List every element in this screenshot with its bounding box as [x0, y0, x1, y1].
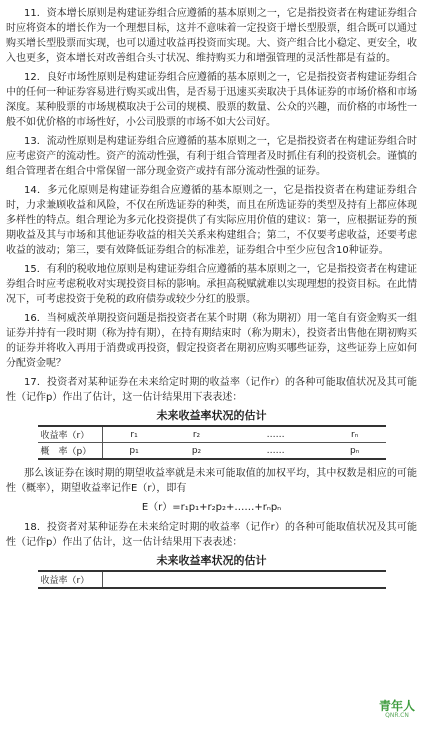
paragraph-16: 16．当柯威茨单期投资问题是指投资者在某个时期（称为期初）用一笔自有资金购买一组证券并持有一段时期（称为持有期），在持有期结束时（称为期末），投资者出售他在期初购买的证券并将收入再用于消费或再投资，假定投资者在期初应购买哪些证券，这些证券上应如何分配资金呢？ [6, 313, 417, 369]
watermark-url: QNR.CN [385, 712, 409, 719]
expected-return-formula: E（r）=r₁p₁+r₂p₂+……+rₙpₙ [141, 502, 282, 513]
paragraph-17: 17．投资者对某种证券在未来给定时期的收益率（记作r）的各种可能取值状况及其可能性（记作p）作出了估计，这一估计结果用下表表述： [6, 377, 417, 403]
paragraph-11: 11．资本增长原则是构建证券组合应遵循的基本原则之一，它是指投资者在构建证券组合时应将资本的增长作为一个理想目标，这并不意味着一定投资于增长型股票，组合既可以通过购买增长型股票而实现，也可以通过收益再投资而实现。大、资产组合比小稳定、更安全，收入也更多，资本增长对改善组合头寸状况、维持购买力和增强管理的灵活性都是有益的。 [6, 8, 417, 64]
table-row [38, 426, 386, 443]
table-cell: pₙ [350, 445, 360, 456]
site-watermark [379, 701, 415, 721]
table-cell: r₁ [102, 426, 166, 443]
row-label-probability: 概 率（p） [38, 443, 103, 460]
table-cell: …… [227, 426, 324, 443]
row-label-return: 收益率（r） [38, 571, 103, 588]
paragraph-15: 15．有利的税收地位原则是构建证券组合应遵循的基本原则之一，它是指投资者在构建证券组合时应考虑税收对实现投资目标的影响。承担高税赋就难以实现理想的投资目标。在此情况下，可考虑投资于免税的政府债券或较少分红的股票。 [6, 264, 417, 305]
table-cell: p₁ [129, 445, 139, 456]
table-cell [177, 571, 246, 588]
table-title: 未来收益率状况的估计 [156, 409, 267, 422]
table-cell [316, 571, 385, 588]
table-title-2: 未来收益率状况的估计 [156, 554, 267, 567]
estimate-table [38, 425, 386, 460]
paragraph-12: 12．良好市场性原则是构建证券组合应遵循的基本原则之一，它是指投资者构建证券组合中的任何一种证券容易进行购买或出售，是否易于迅速买卖取决于具体证券的市场价格和市场深度。某种股票的市场规模取决于公司的规模、股票的数量、公众的兴趣，而价格的市场性一般不如优价格的市场性好，小公司股票的市场不如大公司好。 [6, 72, 417, 128]
formula-intro: 那么该证券在该时期的期望收益率就是未来可能取值的加权平均，其中权数是相应的可能性（概率），期望收益率记作E（r），即有 [6, 468, 417, 494]
table-cell: rₙ [324, 426, 386, 443]
row-label-return: 收益率（r） [38, 426, 103, 443]
table-row [38, 571, 386, 588]
paragraph-14: 14．多元化原则是构建证券组合应遵循的基本原则之一，它是指投资者在构建证券组合时，力求兼顾收益和风险，不仅在所选证券的种类，而且在所选证券的类型及持有上都应体现多样性的特点。组合理论为多元化投资提供了有实际应用价值的建议：第一，应根据证券的预期收益及其与市场和其他证券收益的相关关系来构建组合；第二，不仅要考虑收益，还要考虑收益的波动；第三，要有效降低证券组合的标准差，证券组合中至少应包含10种证券。 [6, 185, 417, 256]
watermark-logo-text: 青年人 [378, 699, 415, 713]
paragraph-18: 18．投资者对某种证券在未来给定时期的收益率（记作r）的各种可能取值状况及其可能性（记作p）作出了估计，这一估计结果用下表表述： [6, 522, 417, 548]
table-cell: …… [266, 445, 285, 456]
table-cell [247, 571, 316, 588]
table-row [38, 443, 386, 460]
estimate-table-2 [38, 570, 386, 589]
table-cell: p₂ [191, 445, 202, 456]
table-cell: r₂ [166, 426, 228, 443]
paragraph-13: 13．流动性原则是构建证券组合应遵循的基本原则之一，它是指投资者在构建证券组合时应考虑资产的流动性。资产的流动性强，有利于组合管理者及时抓住有利的投资机会。谨慎的组合管理者在组合中常保留一部分现金资产或持有部分流动性强的证券。 [6, 136, 417, 177]
table-cell [102, 571, 177, 588]
